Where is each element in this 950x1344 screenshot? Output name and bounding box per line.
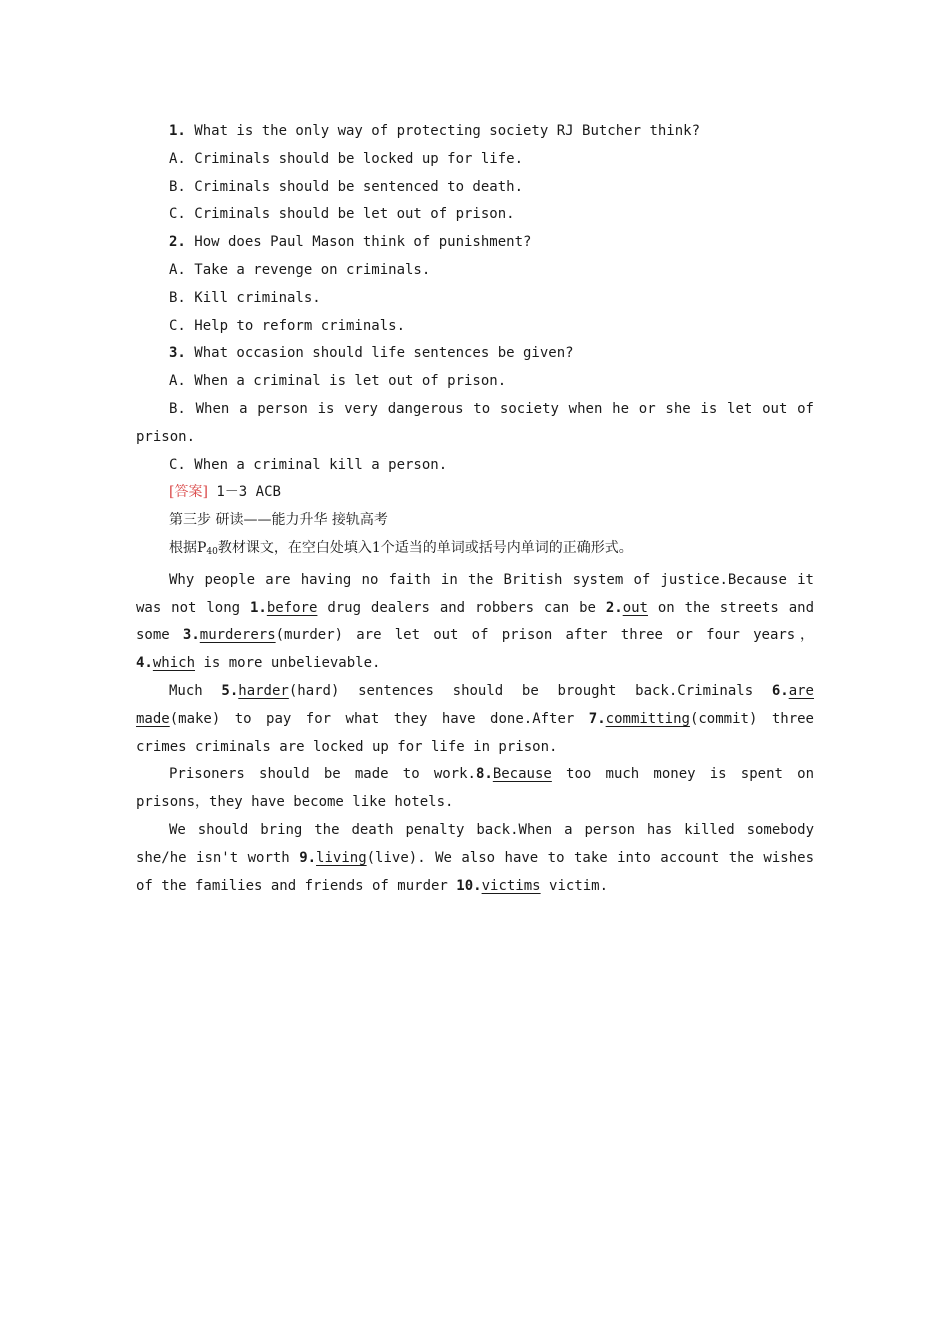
question-text: What occasion should life sentences be given? [185,345,574,362]
option-a: A. When a criminal is let out of prison. [169,373,507,390]
blank-answer: Because [492,766,552,783]
option-b: B. Criminals should be sentenced to death. [169,178,524,195]
passage-text: We should bring the death penalty back.When a person has killed somebody she/he isn't worth [136,821,814,866]
instructions-text: 教材课文，在空白处填入1个适当的单词或括号内单词的正确形式。 [217,539,633,556]
blank-answer: victims [481,877,541,894]
instructions [136,535,814,567]
blank-answer: harder [238,682,289,699]
answer-text: 1－3 ACB [207,484,281,501]
passage-text: Much [169,682,222,699]
blank-answer: before [266,599,318,616]
option-c: C. Help to reform criminals. [169,317,406,334]
passage-text: (hard) sentences should be brought back.Criminals [288,682,772,699]
passage-paragraph-1 [136,567,814,678]
question-number: 2. [169,234,186,251]
blank-answer: out [622,599,648,616]
passage-text: is more unbelievable. [195,655,381,672]
page-subscript: 40 [206,546,218,557]
blank-number: 2. [605,599,623,616]
question-3 [136,340,814,368]
blank-number: 7. [588,710,606,727]
passage-text: Why people are having no faith in the British system of justice.Because it was not long [136,571,814,616]
passage-text: victim. [540,877,609,894]
passage-text: (murder) are let out of prison after three or four years， [275,627,814,644]
blank-number: 8. [475,766,493,783]
blank-number: 6. [771,682,789,699]
blank-number: 4. [136,655,153,672]
blank-number: 9. [299,849,317,866]
passage-paragraph-4 [136,817,814,900]
option-b: B. When a person is very dangerous to society when he or she is let out of [169,400,814,417]
passage-paragraph-2 [136,678,814,761]
option-a: A. Take a revenge on criminals. [169,261,431,278]
question-2 [136,229,814,257]
blank-number: 1. [249,599,267,616]
option-c: C. Criminals should be let out of prison. [169,206,515,223]
blank-number: 10. [456,877,482,894]
blank-answer: which [152,655,196,672]
blank-answer: murderers [199,627,276,644]
section-title: 第三步 研读——能力升华 接轨高考 [169,512,388,529]
question-1 [136,118,814,146]
option-a: A. Criminals should be locked up for life. [169,150,524,167]
passage-text: on the streets and some [136,599,814,644]
question-number: 3. [169,345,186,362]
option-b: B. Kill criminals. [169,289,321,306]
document-page [136,118,814,900]
blank-number: 5. [221,682,239,699]
passage-text: drug dealers and robbers can be [317,599,606,616]
instructions-text: 根据P [169,539,207,556]
blank-answer: living [316,849,367,866]
passage-text: too much money is spent on prisons，they have become like hotels. [136,766,814,811]
blank-number: 3. [182,627,200,644]
blank-answer: committing [605,710,690,727]
passage-text: Prisoners should be made to work. [169,766,476,783]
passage-text: (make) to pay for what they have done.After [169,710,589,727]
answer-label: [答案] [169,484,208,501]
passage-text: (commit) three crimes criminals are locked up for life in prison. [136,710,814,755]
passage-paragraph-3 [136,761,814,817]
option-c: C. When a criminal kill a person. [169,456,448,473]
passage-text: (live). We also have to take into account the wishes of the families and friends of murder [136,849,814,894]
question-text: How does Paul Mason think of punishment? [185,234,532,251]
option-b-continued: prison. [136,428,196,445]
blank-answer: are made [136,682,814,727]
question-text: What is the only way of protecting society RJ Butcher think? [185,123,701,139]
question-number: 1. [169,123,186,139]
answer-line [136,479,814,507]
